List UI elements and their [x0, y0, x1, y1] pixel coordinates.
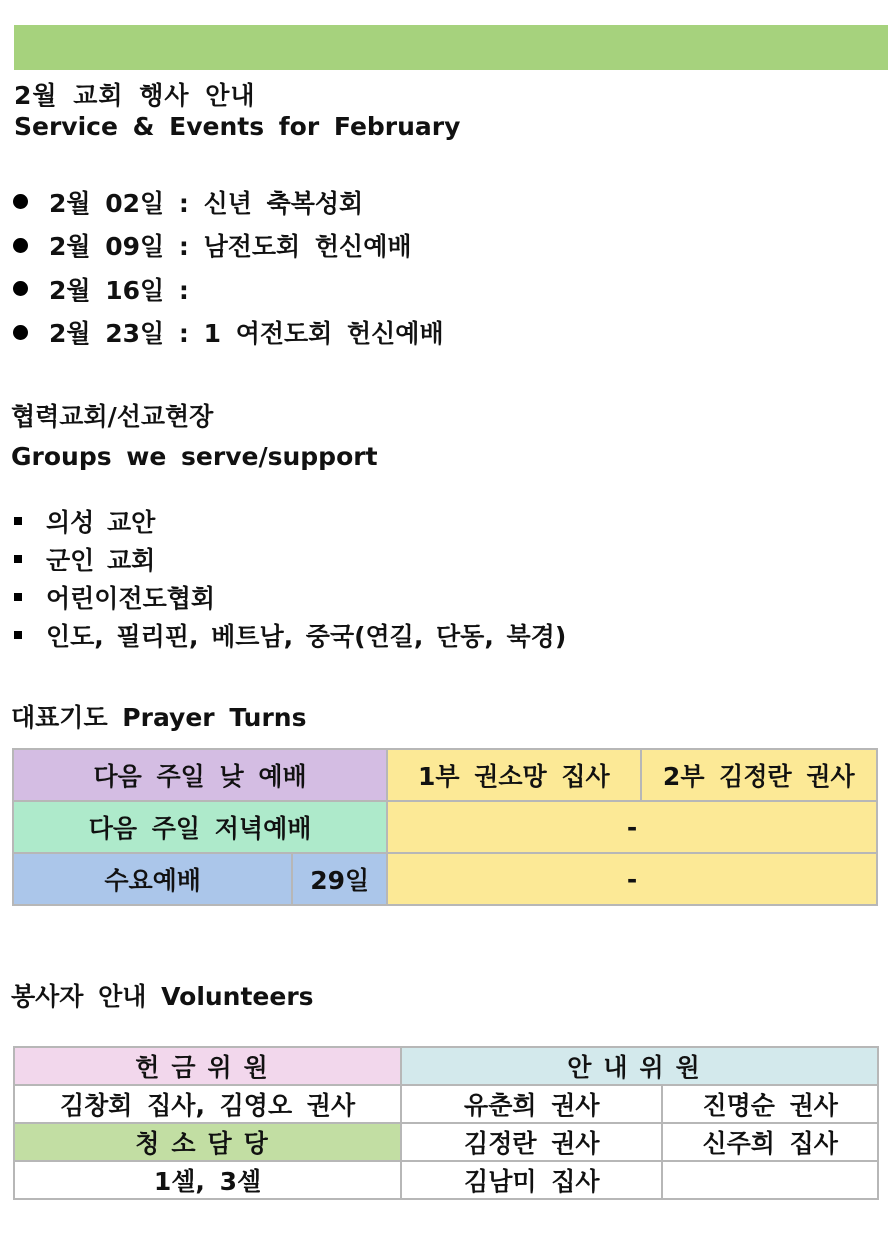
sunday-evening-value: - [387, 801, 877, 853]
bullet-square-icon [14, 593, 22, 601]
offering-members: 김창회 집사, 김영오 권사 [14, 1085, 401, 1123]
bullet-dot-icon [13, 238, 28, 253]
usher-name: 진명순 권사 [662, 1085, 878, 1123]
usher-header: 안내위원 [401, 1047, 878, 1085]
table-row [14, 1161, 878, 1199]
table-row [13, 749, 877, 801]
usher-name: 신주희 집사 [662, 1123, 878, 1161]
group-item [10, 578, 566, 616]
wednesday-label: 수요예배 [13, 853, 292, 905]
table-row [13, 853, 877, 905]
page-title-english: Service & Events for February [14, 112, 461, 141]
wednesday-date: 29일 [292, 853, 387, 905]
sunday-day-label: 다음 주일 낮 예배 [13, 749, 387, 801]
event-text: 2월 09일 : 남전도회 헌신예배 [49, 232, 412, 262]
groups-list [10, 502, 566, 654]
event-text: 2월 02일 : 신년 축복성회 [49, 188, 364, 218]
usher-name: 유춘희 권사 [401, 1085, 662, 1123]
prayer-section-title: 대표기도 Prayer Turns [11, 703, 307, 732]
events-list [10, 180, 444, 354]
prayer-table [12, 748, 878, 906]
cleaning-header: 청소담당 [14, 1123, 401, 1161]
bullet-square-icon [14, 631, 22, 639]
group-text: 인도, 필리핀, 베트남, 중국(연길, 단동, 북경) [46, 622, 567, 651]
table-row [14, 1047, 878, 1085]
offering-header: 헌금위원 [14, 1047, 401, 1085]
group-text: 의성 교안 [46, 508, 156, 537]
bullet-dot-icon [13, 194, 28, 209]
group-item [10, 502, 566, 540]
bullet-dot-icon [13, 281, 28, 296]
group-item [10, 540, 566, 578]
groups-title-english: Groups we serve/support [11, 442, 378, 471]
cleaning-members: 1셀, 3셀 [14, 1161, 401, 1199]
event-text: 2월 23일 : 1 여전도회 헌신예배 [49, 319, 444, 349]
group-item [10, 616, 566, 654]
event-item [10, 224, 444, 268]
wednesday-value: - [387, 853, 877, 905]
table-row [14, 1123, 878, 1161]
table-row [14, 1085, 878, 1123]
second-service-prayer: 2부 김정란 권사 [641, 749, 877, 801]
bullet-dot-icon [13, 325, 28, 340]
usher-name: 김정란 권사 [401, 1123, 662, 1161]
table-row [13, 801, 877, 853]
event-item [10, 311, 444, 355]
bullet-square-icon [14, 517, 22, 525]
sunday-evening-label: 다음 주일 저녁예배 [13, 801, 387, 853]
groups-title-korean: 협력교회/선교현장 [11, 402, 214, 431]
usher-name: 김남미 집사 [401, 1161, 662, 1199]
volunteers-table [13, 1046, 879, 1200]
first-service-prayer: 1부 권소망 집사 [387, 749, 640, 801]
bullet-square-icon [14, 555, 22, 563]
group-text: 군인 교회 [46, 546, 156, 575]
page-title-korean: 2월 교회 행사 안내 [14, 81, 256, 110]
group-text: 어린이전도협회 [46, 584, 216, 613]
event-item [10, 180, 444, 224]
header-bar [14, 25, 888, 70]
usher-name [662, 1161, 878, 1199]
volunteers-section-title: 봉사자 안내 Volunteers [11, 982, 314, 1011]
event-text: 2월 16일 : [49, 275, 189, 305]
event-item [10, 267, 444, 311]
